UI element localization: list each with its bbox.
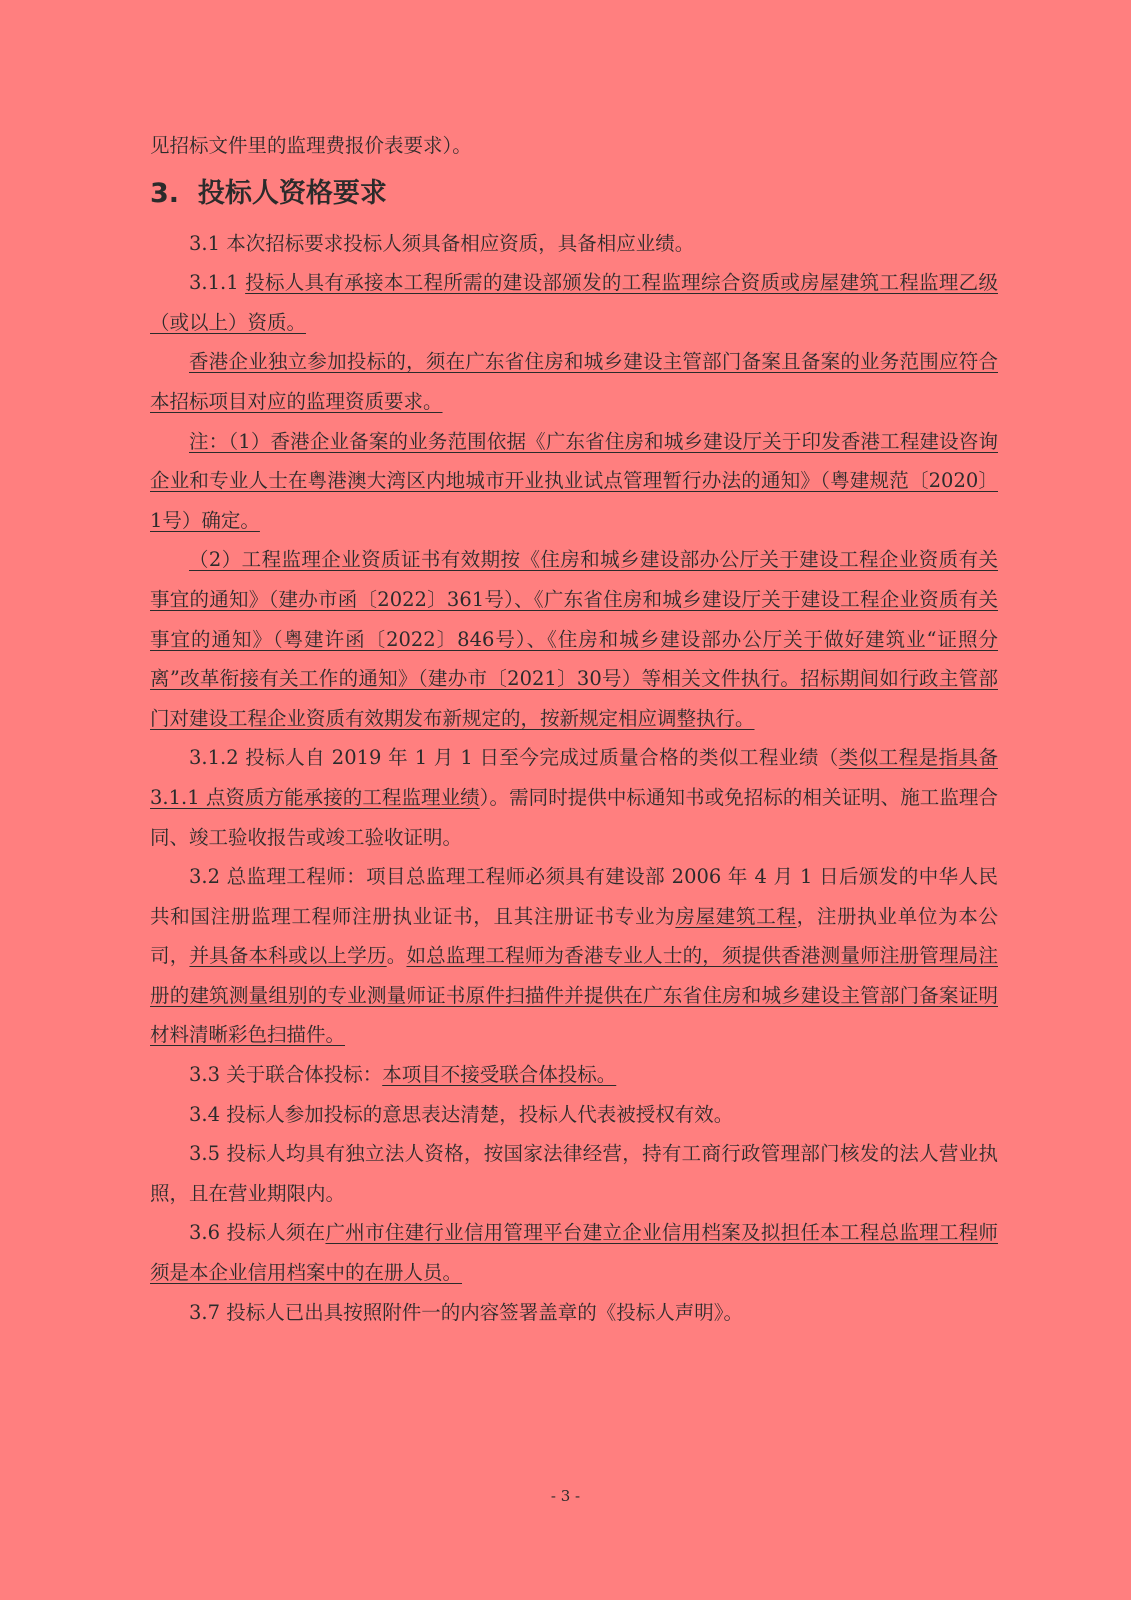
note-2-text: （2）工程监理企业资质证书有效期按《住房和城乡建设部办公厅关于建设工程企业资质有关事宜的通知》（建办市函〔2022〕361号）、《广东省住房和城乡建设厅关于建设工程企业资质有关事宜的通知》（粤建许函〔2022〕846号）、《住房和城乡建设部办公厅关于做好建筑业“证照分离”改革衔接有关工作的通知》（建办市〔2021〕30号）等相关文件执行。招标期间如行政主管部门对建设工程企业资质有效期发布新规定的，按新规定相应调整执行。	[150, 548, 998, 730]
section-heading	[150, 168, 998, 220]
clause-3-6-text: 广州市住建行业信用管理平台建立企业信用档案及拟担任本工程总监理工程师须是本企业信用档案中的在册人员。	[150, 1221, 998, 1285]
clause-3-1-2	[150, 738, 998, 857]
note-2	[150, 540, 998, 738]
clause-3-1-1	[150, 263, 998, 342]
clause-3-5: 3.5 投标人均具有独立法人资格，按国家法律经营，持有工商行政管理部门核发的法人营业执照，且在营业期限内。	[150, 1142, 998, 1205]
clause-3-4: 3.4 投标人参加投标的意思表达清楚，投标人代表被授权有效。	[189, 1102, 734, 1126]
clause-3-1-2-definition: 类似工程是指具备 3.1.1 点资质方能承接的工程监理业绩	[150, 746, 998, 809]
clause-3-2-lead: 3.2 总监理工程师：项目总监理工程师必须具有建设部 2006 年 4 月 1 日后颁发的中华人民共和国注册监理工程师注册执业证书，且其注册证书专业为	[150, 865, 998, 928]
note-1-text: 注：（1）香港企业备案的业务范围依据《广东省住房和城乡建设厅关于印发香港工程建设咨询企业和专业人士在粤港澳大湾区内地城市开业执业试点管理暂行办法的通知》（粤建规范〔2020〕1号）确定。	[150, 429, 998, 532]
opening-line: 见招标文件里的监理费报价表要求）。	[150, 134, 472, 157]
clause-3-1-2-rest: ）。需同时提供中标通知书或免招标的相关证明、施工监理合同、竣工验收报告或竣工验收证明。	[150, 785, 998, 849]
clause-3-6	[150, 1213, 998, 1292]
clause-3-6-lead: 3.6 投标人须在	[189, 1221, 326, 1245]
clause-3-2-education: 并具备本科或以上学历	[189, 944, 387, 968]
clause-3-2-specialty: 房屋建筑工程	[675, 904, 797, 928]
clause-3-1-1-text: 投标人具有承接本工程所需的建设部颁发的工程监理综合资质或房屋建筑工程监理乙级（或以上）资质。	[150, 271, 998, 334]
clause-3-7: 3.7 投标人已出具按照附件一的内容签署盖章的《投标人声明》。	[189, 1300, 743, 1324]
clause-3-2	[150, 857, 998, 1055]
section-title: 投标人资格要求	[197, 177, 387, 209]
note-1	[150, 422, 998, 541]
clause-3-2-mid: ，注册执业单位为本公司，	[150, 904, 998, 968]
hk-enterprise-paragraph	[150, 342, 998, 421]
section-number: 3.	[150, 177, 180, 209]
clause-3-1-2-lead: 3.1.2 投标人自 2019 年 1 月 1 日至今完成过质量合格的类似工程业绩（	[189, 746, 839, 770]
clause-3-1: 3.1 本次招标要求投标人须具备相应资质，具备相应业绩。	[189, 231, 695, 255]
hk-enterprise-text: 香港企业独立参加投标的，须在广东省住房和城乡建设主管部门备案且备案的业务范围应符合本招标项目对应的监理资质要求。	[150, 350, 998, 413]
clause-3-2-hk-requirement: 如总监理工程师为香港专业人士的，须提供香港测量师注册管理局注册的建筑测量组别的专业测量师证书原件扫描件并提供在广东省住房和城乡建设主管部门备案证明材料清晰彩色扫描件。	[150, 944, 998, 1047]
clause-3-3-text: 本项目不接受联合体投标。	[382, 1063, 617, 1087]
clause-3-3-lead: 3.3 关于联合体投标：	[189, 1063, 383, 1087]
page-content	[150, 126, 998, 1332]
page-number: - 3 -	[550, 1487, 581, 1505]
clause-3-2-sep: 。	[386, 944, 407, 968]
clause-3-3	[150, 1055, 998, 1095]
clause-3-1-1-number: 3.1.1	[189, 271, 246, 295]
